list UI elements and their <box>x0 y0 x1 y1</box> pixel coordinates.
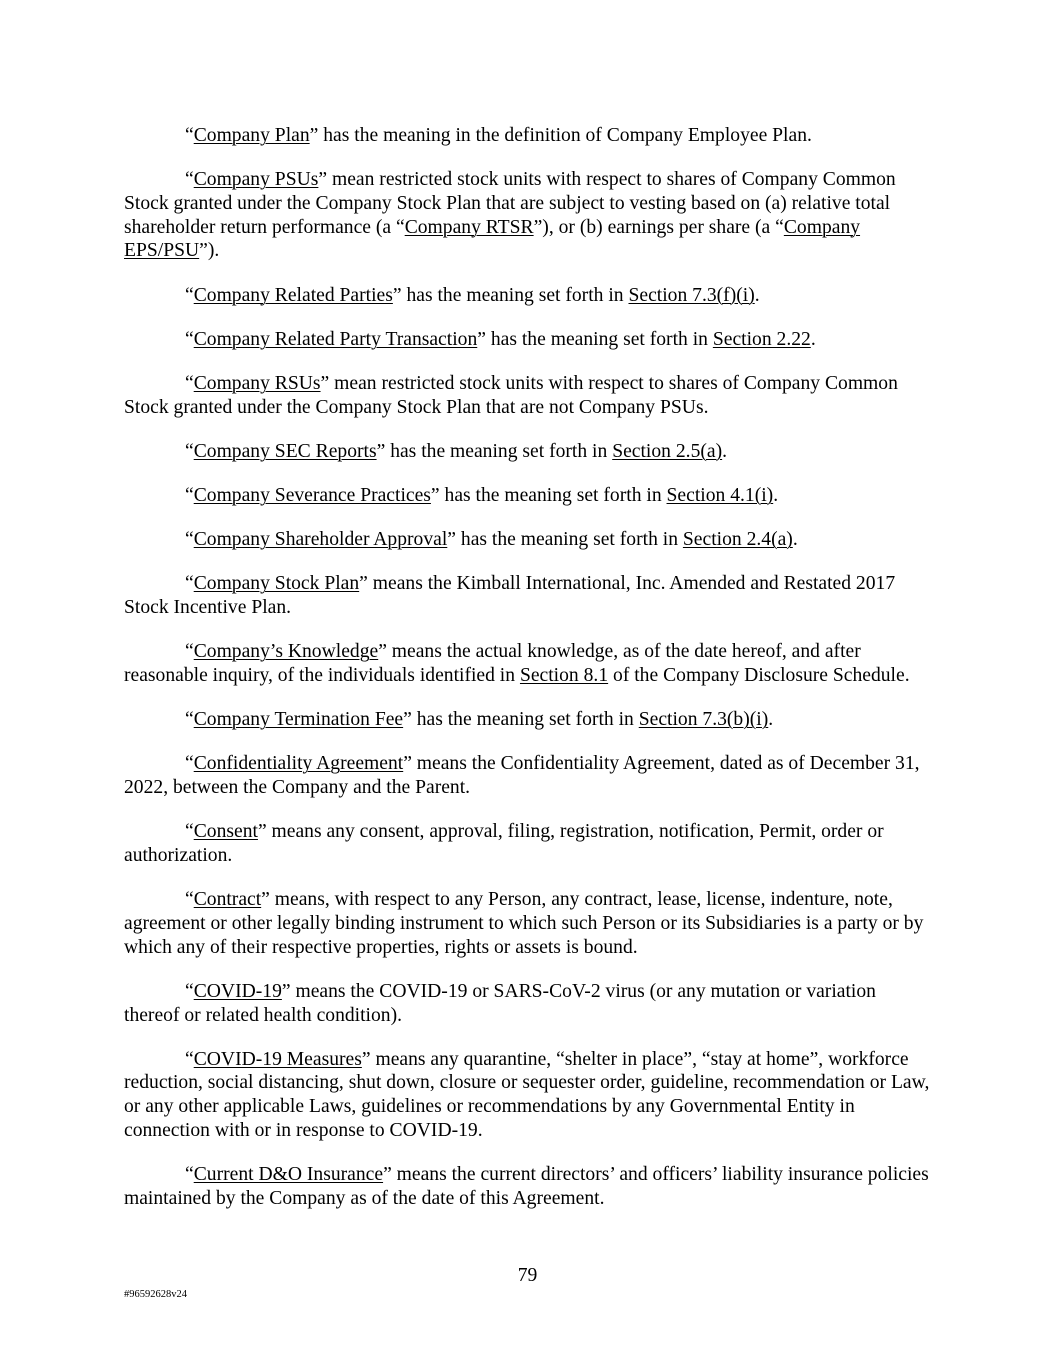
definition-text: ” mean restricted stock units with respect to shares of Company Common Stock granted under the Company Stock Plan that are subject to vesting based on (a) relative total shareholder return performance (a “ <box>124 169 896 238</box>
defined-term: Company PSUs <box>193 169 319 191</box>
definition-text: “ <box>185 125 194 146</box>
definition-text: “ <box>185 821 194 843</box>
definition-text: . <box>773 485 779 507</box>
definition-text: ” has the meaning set forth in <box>376 440 613 462</box>
definition-text: . <box>722 440 728 462</box>
defined-term: Current D&O Insurance <box>193 1164 384 1186</box>
defined-term: COVID-19 <box>193 980 282 1002</box>
definition-text: ” has the meaning set forth in <box>477 328 713 350</box>
definition-text: ” has the meaning in the definition of Company Employee Plan. <box>309 125 812 146</box>
defined-term: Company Stock Plan <box>193 573 360 595</box>
defined-term: Contract <box>193 889 262 911</box>
definition-text: ” means, with respect to any Person, any contract, lease, license, indenture, note, agreement or other legally binding instrument to which such Person or its Subsidiaries is a party or by which any of their respective properties, rights or assets is bound. <box>124 889 924 958</box>
defined-term: Company Severance Practices <box>193 485 431 507</box>
section-reference: Section 4.1(i) <box>666 485 774 507</box>
definition-text: of the Company Disclosure Schedule. <box>608 665 910 687</box>
defined-term: Consent <box>193 821 258 843</box>
defined-term: Company SEC Reports <box>193 440 377 462</box>
definition-text: ” means the Confidentiality Agreement, dated as of December 31, 2022, between the Company and the Parent. <box>124 753 920 799</box>
defined-term: Company RSUs <box>193 372 321 394</box>
document-body <box>124 124 930 1231</box>
definition-paragraph <box>124 980 930 1027</box>
definition-text: “ <box>185 284 194 306</box>
definition-text: ”). <box>199 240 220 262</box>
definition-text: “ <box>185 440 194 462</box>
section-reference: Section 2.22 <box>712 328 811 350</box>
definition-paragraph <box>124 168 930 263</box>
definition-text: “ <box>185 641 194 663</box>
definition-text: “ <box>185 1048 194 1070</box>
definition-text: ” means the Kimball International, Inc. Amended and Restated 2017 Stock Incentive Plan. <box>124 573 896 619</box>
definition-paragraph <box>124 1163 930 1210</box>
definition-paragraph <box>124 708 930 732</box>
definition-paragraph <box>124 640 930 687</box>
definition-text: “ <box>185 529 194 551</box>
document-id: #96592628v24 <box>124 1289 187 1300</box>
defined-term: Company Related Parties <box>193 284 393 306</box>
defined-term: Company Related Party Transaction <box>193 328 478 350</box>
section-reference: Section 7.3(f)(i) <box>628 284 755 306</box>
defined-term: Company Plan <box>193 125 310 146</box>
section-reference: Section 2.4(a) <box>682 529 793 551</box>
definition-text: “ <box>185 485 194 507</box>
definition-paragraph <box>124 284 930 308</box>
definition-text: ” has the meaning set forth in <box>447 529 683 551</box>
definition-text: ” mean restricted stock units with respect to shares of Company Common Stock granted under the Company Stock Plan that are not Company PSUs. <box>124 372 898 418</box>
definition-text: ” has the meaning set forth in <box>392 284 629 306</box>
definition-text: ” means the current directors’ and officers’ liability insurance policies maintained by the Company as of the date of this Agreement. <box>124 1164 929 1209</box>
definition-text: “ <box>185 753 194 775</box>
section-reference: Section 8.1 <box>519 665 609 687</box>
section-reference: Company EPS/PSU <box>124 216 861 262</box>
definition-text: ” means the COVID-19 or SARS-CoV-2 virus (or any mutation or variation thereof or related health condition). <box>124 980 876 1026</box>
definition-text: “ <box>185 573 194 595</box>
definition-paragraph <box>124 328 930 352</box>
definition-paragraph <box>124 372 930 419</box>
definition-paragraph <box>124 484 930 508</box>
section-reference: Section 2.5(a) <box>612 440 723 462</box>
definition-text: ” means the actual knowledge, as of the date hereof, and after reasonable inquiry, of the individuals identified in <box>124 641 861 687</box>
definition-paragraph <box>124 888 930 959</box>
definition-text: ” has the meaning set forth in <box>430 485 667 507</box>
definition-text: . <box>754 284 760 306</box>
definition-text: ” means any quarantine, “shelter in place”, “stay at home”, workforce reduction, social distancing, shut down, closure or sequester order, guideline, recommendation or Law, or any other applicable Laws, guidelines or recommendations by any Governmental Entity in connection with or in response to COVID-19. <box>124 1048 930 1141</box>
definition-paragraph <box>124 752 930 799</box>
defined-term: Company Termination Fee <box>193 709 404 731</box>
definition-paragraph <box>124 1048 930 1143</box>
definition-text: “ <box>185 1164 194 1186</box>
definition-paragraph <box>124 528 930 552</box>
section-reference: Company RTSR <box>404 216 534 238</box>
definition-text: . <box>792 529 798 551</box>
definition-text: ” means any consent, approval, filing, registration, notification, Permit, order or authorization. <box>124 821 884 867</box>
definition-text: “ <box>185 169 194 191</box>
definition-paragraph <box>124 124 930 148</box>
definition-text: . <box>810 328 816 350</box>
defined-term: COVID-19 Measures <box>193 1048 362 1070</box>
defined-term: Company Shareholder Approval <box>193 529 448 551</box>
definition-paragraph <box>124 440 930 464</box>
defined-term: Confidentiality Agreement <box>193 753 404 775</box>
definition-text: “ <box>185 709 194 731</box>
section-reference: Section 7.3(b)(i) <box>638 709 769 731</box>
definition-text: “ <box>185 889 194 911</box>
page-number: 79 <box>517 1265 538 1286</box>
defined-term: Company’s Knowledge <box>193 641 379 663</box>
definition-text: ” has the meaning set forth in <box>403 709 639 731</box>
definition-paragraph <box>124 572 930 619</box>
definition-text: “ <box>185 980 194 1002</box>
definition-text: “ <box>185 372 194 394</box>
definition-text: ”), or (b) earnings per share (a “ <box>533 216 784 238</box>
definition-text: . <box>768 709 774 731</box>
definition-paragraph <box>124 820 930 867</box>
definition-text: “ <box>185 328 194 350</box>
